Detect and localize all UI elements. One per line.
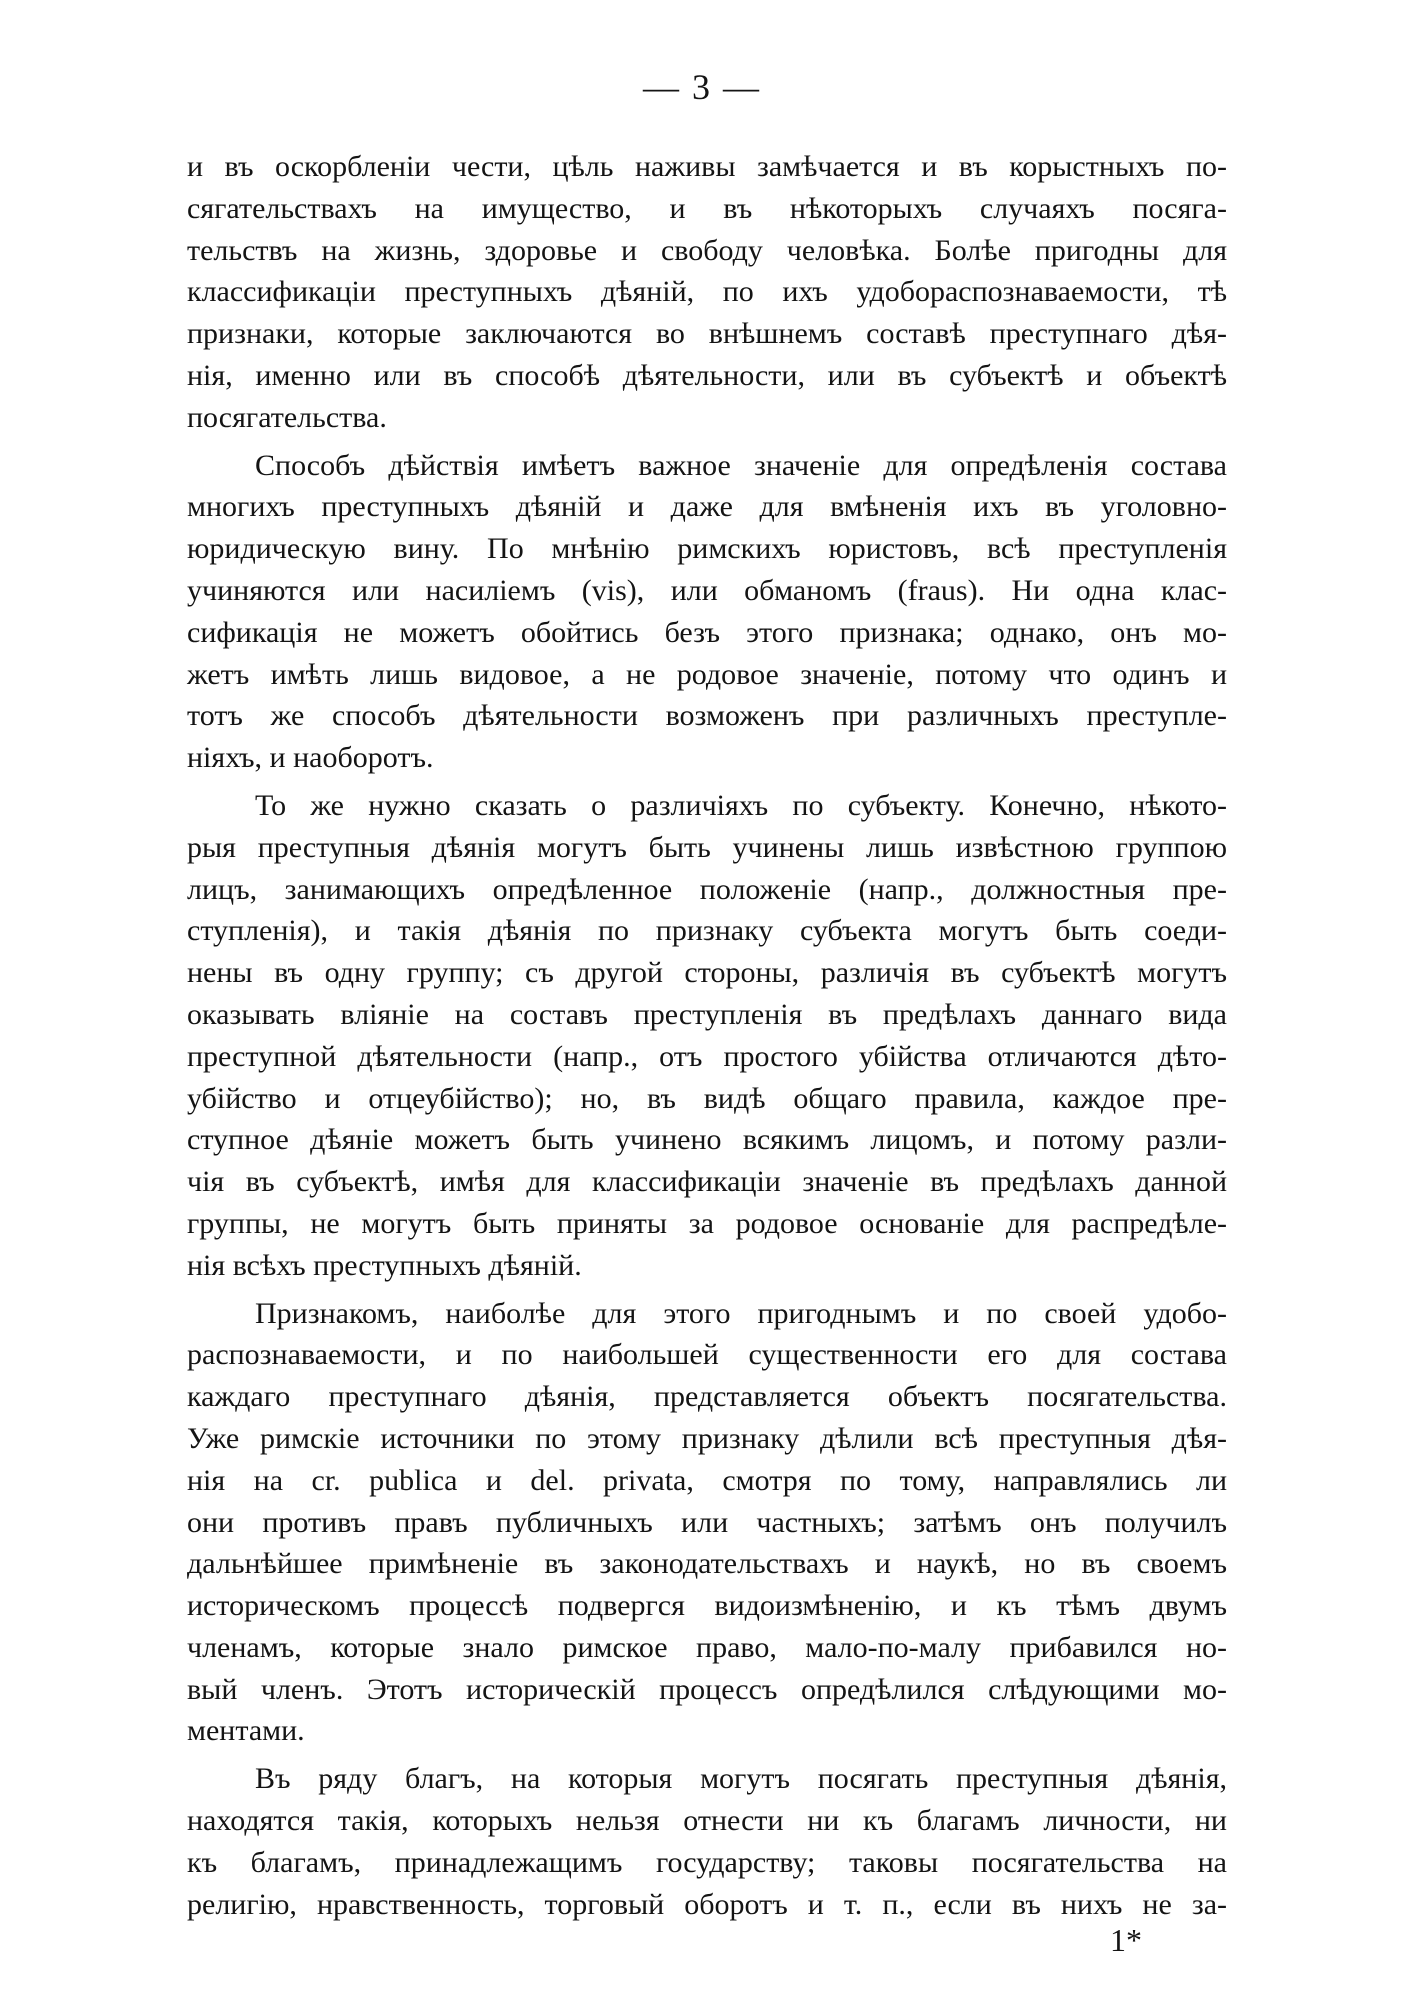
text-line: классификаціи преступныхъ дѣяній, по ихъ удобораспознаваемости, тѣ [187, 275, 1227, 309]
paragraph [187, 146, 1227, 439]
text-line: Способъ дѣйствія имѣетъ важное значеніе для опредѣленія состава [255, 448, 1227, 482]
text-line: распознаваемости, и по наибольшей существенности его для состава [187, 1338, 1227, 1372]
text-line: и въ оскорбленіи чести, цѣль наживы замѣчается и въ корыстныхъ по- [187, 150, 1227, 183]
text-line: преступной дѣятельности (напр., отъ простого убійства отличаются дѣто- [187, 1039, 1227, 1073]
text-line: Признакомъ, наиболѣе для этого пригоднымъ и по своей удобо- [255, 1296, 1227, 1330]
paragraph [187, 445, 1227, 779]
text-line: группы, не могутъ быть приняты за родовое основаніе для распредѣле- [187, 1206, 1227, 1240]
text-line: ступленія), и такія дѣянія по признаку субъекта могутъ быть соеди- [187, 914, 1227, 948]
body-text [187, 146, 1227, 1931]
text-line: къ благамъ, принадлежащимъ государству; таковы посягательства на [187, 1845, 1227, 1879]
text-line: религію, нравственность, торговый оборотъ и т. п., если въ нихъ не за- [187, 1887, 1227, 1921]
text-line: нія на cr. publica и del. privata, смотря по тому, направлялись ли [187, 1463, 1227, 1497]
text-line: сификація не можетъ обойтись безъ этого признака; однако, онъ мо- [187, 615, 1227, 649]
text-line: находятся такія, которыхъ нельзя отнести ни къ благамъ личности, ни [187, 1804, 1227, 1838]
text-line: нены въ одну группу; съ другой стороны, различія въ субъектѣ могутъ [187, 956, 1227, 990]
text-line: историческомъ процессѣ подвергся видоизмѣненію, и къ тѣмъ двумъ [187, 1589, 1227, 1623]
text-line: сягательствахъ на имущество, и въ нѣкоторыхъ случаяхъ посяга- [187, 191, 1227, 225]
text-line: тотъ же способъ дѣятельности возможенъ при различныхъ преступле- [187, 699, 1227, 733]
text-line: лицъ, занимающихъ опредѣленное положеніе (напр., должностныя пре- [187, 872, 1227, 906]
text-line: Уже римскіе источники по этому признаку дѣлили всѣ преступныя дѣя- [187, 1421, 1227, 1455]
text-line: тельствъ на жизнь, здоровье и свободу человѣка. Болѣе пригодны для [187, 233, 1227, 267]
page-number: — 3 — [643, 67, 761, 107]
text-line: ментами. [187, 1714, 305, 1748]
text-line: чія въ субъектѣ, имѣя для классификаціи значеніе въ предѣлахъ данной [187, 1165, 1227, 1199]
text-line: убійство и отцеубійство); но, въ видѣ общаго правила, каждое пре- [187, 1081, 1227, 1115]
text-line: оказывать вліяніе на составъ преступленія въ предѣлахъ даннаго вида [187, 997, 1227, 1031]
signature-mark: 1* [1110, 1922, 1142, 1958]
text-line: Въ ряду благъ, на которыя могутъ посягать преступныя дѣянія, [255, 1762, 1227, 1796]
text-line: ніяхъ, и наоборотъ. [187, 741, 434, 775]
paragraph [187, 1293, 1227, 1753]
text-line: рыя преступныя дѣянія могутъ быть учинены лишь извѣстною группою [187, 830, 1227, 864]
text-line: членамъ, которые знало римское право, мало-по-малу прибавился но- [187, 1630, 1227, 1664]
text-line: посягательства. [187, 400, 387, 434]
text-line: многихъ преступныхъ дѣяній и даже для вмѣненія ихъ въ уголовно- [187, 490, 1227, 524]
text-line: нія всѣхъ преступныхъ дѣяній. [187, 1248, 582, 1282]
text-line: То же нужно сказать о различіяхъ по субъекту. Конечно, нѣкото- [255, 788, 1227, 822]
text-line: признаки, которые заключаются во внѣшнемъ составѣ преступнаго дѣя- [187, 317, 1227, 351]
text-line: учиняются или насиліемъ (vis), или обманомъ (fraus). Ни одна клас- [187, 573, 1227, 607]
text-line: они противъ правъ публичныхъ или частныхъ; затѣмъ онъ получилъ [187, 1505, 1227, 1539]
text-line: вый членъ. Этотъ историческій процессъ опредѣлился слѣдующими мо- [187, 1672, 1227, 1706]
text-line: юридическую вину. По мнѣнію римскихъ юристовъ, всѣ преступленія [187, 532, 1227, 566]
text-line: каждаго преступнаго дѣянія, представляется объектъ посягательства. [187, 1380, 1227, 1414]
text-line: нія, именно или въ способѣ дѣятельности, или въ субъектѣ и объектѣ [187, 358, 1227, 392]
text-line: дальнѣйшее примѣненіе въ законодательствахъ и наукѣ, но въ своемъ [187, 1547, 1227, 1581]
text-line: ступное дѣяніе можетъ быть учинено всякимъ лицомъ, и потому разли- [187, 1123, 1227, 1157]
text-line: жетъ имѣть лишь видовое, а не родовое значеніе, потому что одинъ и [187, 657, 1227, 691]
paragraph [187, 1758, 1227, 1925]
paragraph [187, 785, 1227, 1287]
